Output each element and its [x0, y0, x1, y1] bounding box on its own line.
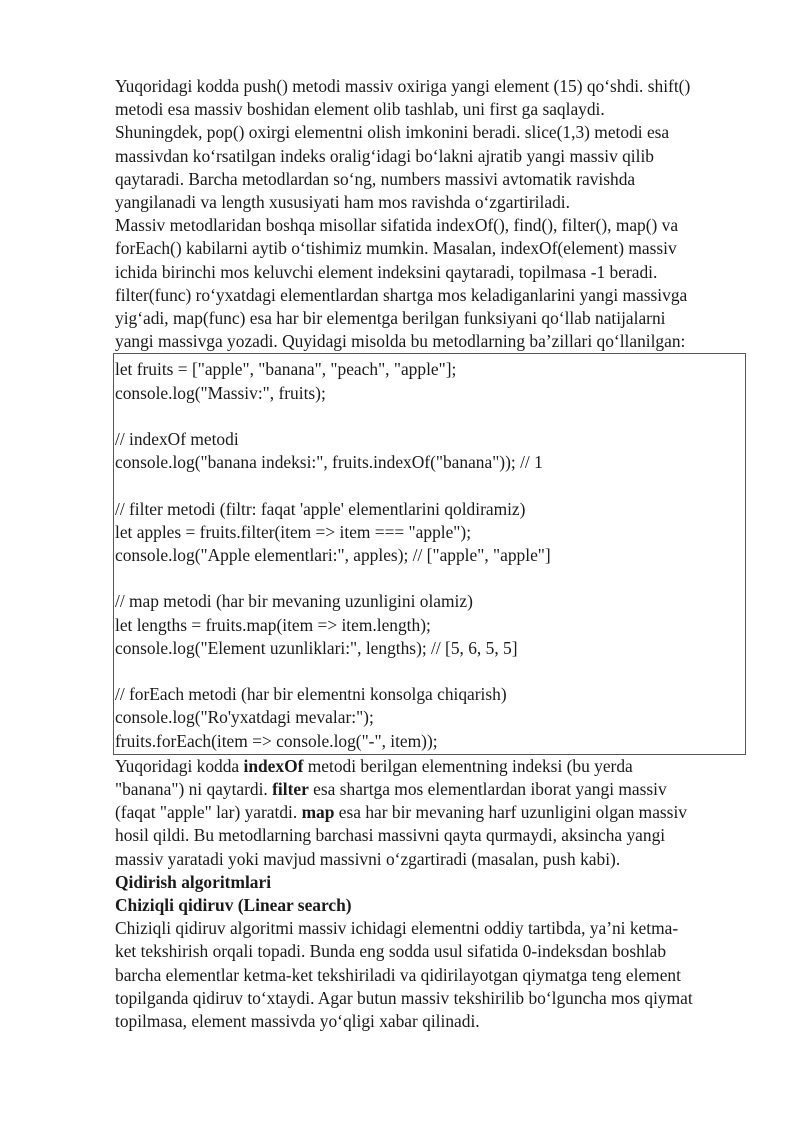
text-run: Yuqoridagi kodda: [115, 755, 244, 776]
text-line: ichida birinchi mos keluvchi element indeksini qaytaradi, topilmasa -1 beradi.: [115, 261, 658, 282]
subsection-heading: Chiziqli qidiruv (Linear search): [115, 895, 352, 916]
bold-term-map: map: [301, 802, 335, 823]
code-line: console.log("Element uzunliklari:", lengths); // [5, 6, 5, 5]: [115, 637, 518, 658]
text-line: Yuqoridagi kodda push() metodi massiv oxiriga yangi element (15) qo‘shdi. shift(): [115, 76, 691, 96]
text-line: ket tekshirish orqali topadi. Bunda eng sodda usul sifatida 0-indeksdan boshlab: [115, 941, 667, 962]
text-line: massiv yaratadi yoki mavjud massivni o‘zgartiradi (masalan, push kabi).: [115, 848, 621, 869]
text-run: esa shartga mos elementlardan iborat yangi massiv: [308, 779, 667, 800]
text-line: filter(func) ro‘yxatdagi elementlardan shartga mos keladiganlarini yangi massivga: [115, 284, 688, 305]
text-line: yangi massivga yozadi. Quyidagi misolda bu metodlarning ba’zillari qo‘llanilgan:: [115, 331, 686, 352]
text-line: [115, 801, 750, 824]
text-run: (faqat "apple" lar) yaratdi.: [115, 802, 302, 823]
code-block: [113, 353, 746, 754]
text-line: barcha elementlar ketma-ket tekshiriladi va qidirilayotgan qiymatga teng element: [115, 964, 681, 985]
intro-paragraph: [115, 75, 750, 353]
text-line: metodi esa massiv boshidan element olib tashlab, uni first ga saqlaydi.: [115, 99, 605, 120]
text-line: topilganda qidiruv to‘xtaydi. Agar butun massiv tekshirilib bo‘lguncha mos qiymat: [115, 987, 693, 1008]
code-line-blank: [115, 405, 745, 428]
code-line: console.log("Massiv:", fruits);: [115, 382, 326, 403]
code-line-blank: [115, 660, 745, 683]
code-line: let apples = fruits.filter(item => item === "apple");: [115, 521, 472, 542]
code-line: let lengths = fruits.map(item => item.length);: [115, 614, 431, 635]
text-run: metodi berilgan elementning indeksi (bu yerda: [303, 755, 633, 776]
text-line: massivdan ko‘rsatilgan indeks oralig‘idagi bo‘lakni ajratib yangi massiv qilib: [115, 145, 654, 166]
text-line: hosil qildi. Bu metodlarning barchasi massivni qayta qurmaydi, aksincha yangi: [115, 825, 666, 846]
code-line-blank: [115, 567, 745, 590]
text-line: yangilanadi va length xususiyati ham mos ravishda o‘zgartiriladi.: [115, 192, 570, 213]
code-line: // filter metodi (filtr: faqat 'apple' elementlarini qoldiramiz): [115, 498, 526, 519]
code-line: console.log("Apple elementlari:", apples); // ["apple", "apple"]: [115, 545, 551, 566]
code-line: console.log("Ro'yxatdagi mevalar:");: [115, 707, 374, 728]
code-line: fruits.forEach(item => console.log("-", item));: [115, 730, 438, 751]
code-line: // map metodi (har bir mevaning uzunligini olamiz): [115, 591, 473, 612]
text-line: Chiziqli qidiruv algoritmi massiv ichidagi elementni oddiy tartibda, ya’ni ketma-: [115, 918, 679, 939]
text-line: [115, 778, 750, 801]
code-line: let fruits = ["apple", "banana", "peach", "apple"];: [115, 359, 457, 380]
section-heading: Qidirish algoritmlari: [115, 871, 272, 892]
document-page: [115, 75, 750, 1033]
text-line: topilmasa, element massivda yo‘qligi xabar qilinadi.: [115, 1011, 480, 1032]
text-line: qaytaradi. Barcha metodlardan so‘ng, numbers massivi avtomatik ravishda: [115, 168, 636, 189]
code-line: console.log("banana indeksi:", fruits.indexOf("banana")); // 1: [115, 452, 543, 473]
linear-search-paragraph: [115, 917, 750, 1033]
bold-term-filter: filter: [272, 779, 309, 800]
bold-term-indexof: indexOf: [243, 755, 304, 776]
text-line: Massiv metodlaridan boshqa misollar sifatida indexOf(), find(), filter(), map() va: [115, 215, 679, 236]
text-line: Shuningdek, pop() oxirgi elementni olish imkonini beradi. slice(1,3) metodi esa: [115, 122, 670, 143]
code-line: // forEach metodi (har bir elementni konsolga chiqarish): [115, 684, 507, 705]
text-line: yig‘adi, map(func) esa har bir elementga berilgan funksiyani qo‘llab natijalarni: [115, 308, 666, 329]
code-line: // indexOf metodi: [115, 429, 239, 450]
text-run: "banana") ni qaytardi.: [115, 779, 273, 800]
code-line-blank: [115, 474, 745, 497]
explanation-paragraph: [115, 755, 750, 871]
text-run: esa har bir mevaning harf uzunligini olgan massiv: [334, 802, 687, 823]
text-line: [115, 755, 750, 778]
text-line: forEach() kabilarni aytib o‘tishimiz mumkin. Masalan, indexOf(element) massiv: [115, 238, 677, 259]
